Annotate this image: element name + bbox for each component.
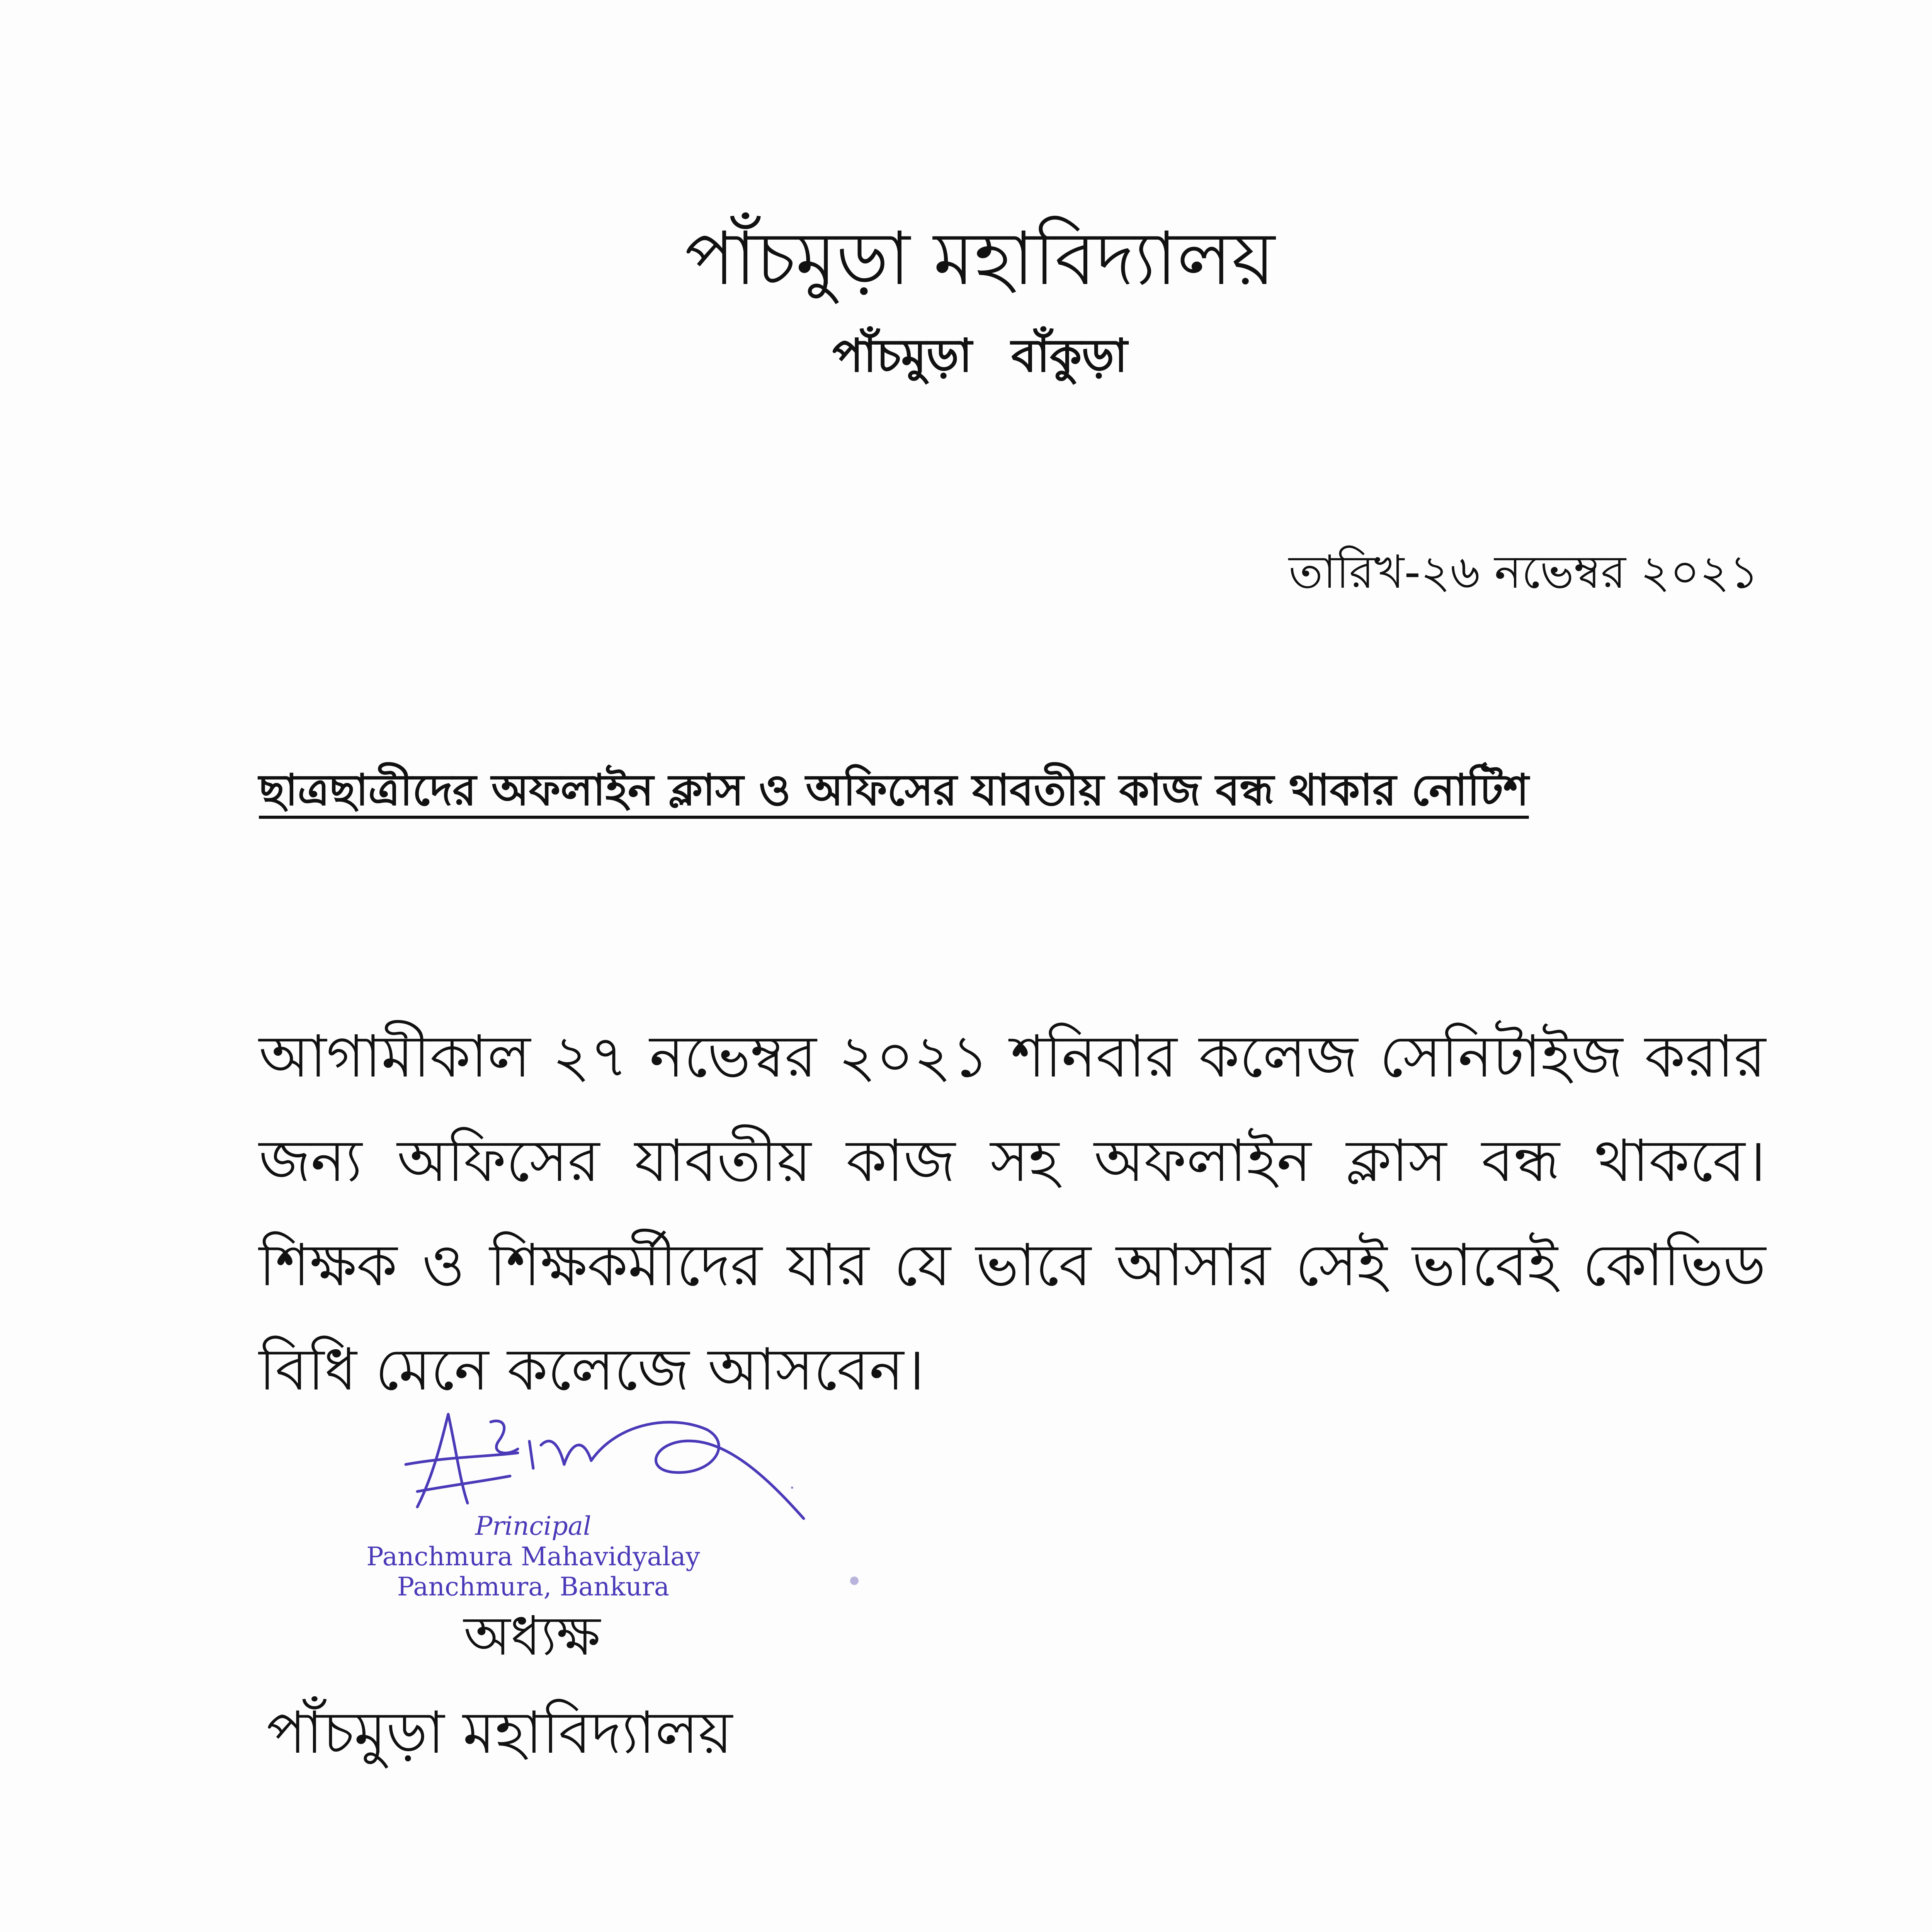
signer-college: পাঁচমুড়া মহাবিদ্যালয় xyxy=(267,1699,733,1767)
handwritten-signature xyxy=(402,1399,811,1526)
signer-title: অধ্যক্ষ xyxy=(464,1605,600,1668)
college-address: পাঁচমুড়া বাঁকুড়া xyxy=(832,329,1128,382)
principal-stamp xyxy=(340,1511,726,1602)
scan-speck xyxy=(850,1577,859,1585)
stamp-address-line: Panchmura, Bankura xyxy=(397,1572,670,1602)
stamp-college-line: Panchmura Mahavidyalay xyxy=(366,1542,700,1571)
stamp-title: Principal xyxy=(475,1511,592,1541)
notice-subject: ছাত্রছাত্রীদের অফলাইন ক্লাস ও অফিসের যাবতীয় কাজ বন্ধ থাকার নোটিশ xyxy=(259,765,1529,815)
signature-block xyxy=(340,1399,881,1638)
notice-date: তারিখ-২৬ নভেম্বর ২০২১ xyxy=(1289,545,1759,599)
college-name-heading: পাঁচমুড়া মহাবিদ্যালয় xyxy=(685,216,1275,301)
notice-body: আগামীকাল ২৭ নভেম্বর ২০২১ শনিবার কলেজ সেনিটাইজ করার জন্য অফিসের যাবতীয় কাজ সহ অফলাইন ক্লাস বন্ধ থাকবে। শিক্ষক ও শিক্ষকর্মীদের যার যে ভাবে আসার সেই ভাবেই কোভিড বিধি মেনে কলেজে আসবেন। xyxy=(259,1023,1766,1403)
